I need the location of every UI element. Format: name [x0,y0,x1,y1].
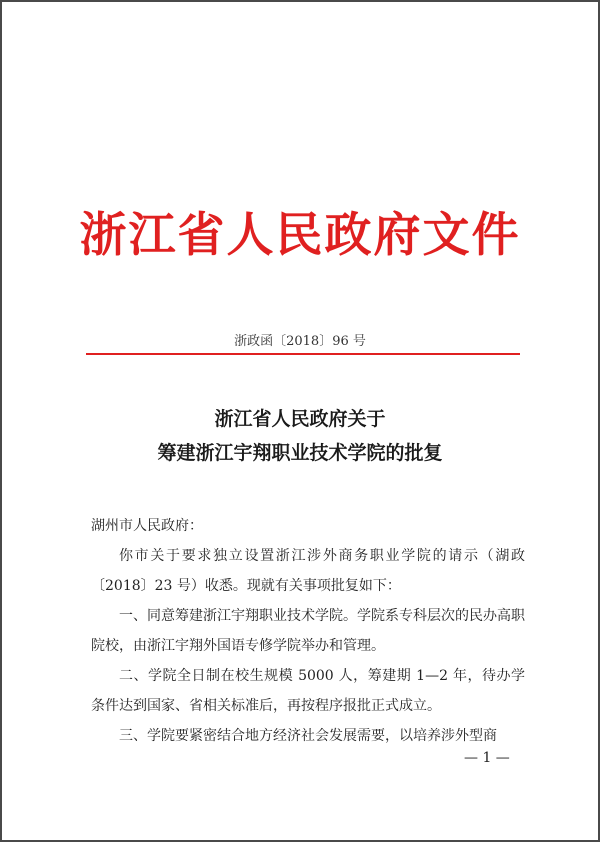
body-paragraph: 一、同意筹建浙江宇翔职业技术学院。学院系专科层次的民办高职院校，由浙江宇翔外国语专修学院举办和管理。 [91,608,525,654]
body-paragraph: 三、学院要紧密结合地方经济社会发展需要，以培养涉外型商 [119,728,497,744]
document-body [91,511,525,751]
page-number: — 1 — [464,750,510,766]
subject-line-2: 筹建浙江宇翔职业技术学院的批复 [157,442,443,464]
body-paragraph: 你市关于要求独立设置浙江涉外商务职业学院的请示（湖政〔2018〕23 号）收悉。现就有关事项批复如下： [91,548,525,594]
header-divider [86,353,520,355]
document-number: 浙政函〔2018〕96 号 [234,334,366,349]
subject-line-1: 浙江省人民政府关于 [214,408,386,430]
salutation: 湖州市人民政府： [91,518,203,534]
body-paragraph: 二、学院全日制在校生规模 5000 人，筹建期 1—2 年，待办学条件达到国家、省相关标准后，再按程序报批正式成立。 [91,668,525,714]
document-header-title: 浙江省人民政府文件 [79,208,521,263]
document-subject [2,402,598,470]
